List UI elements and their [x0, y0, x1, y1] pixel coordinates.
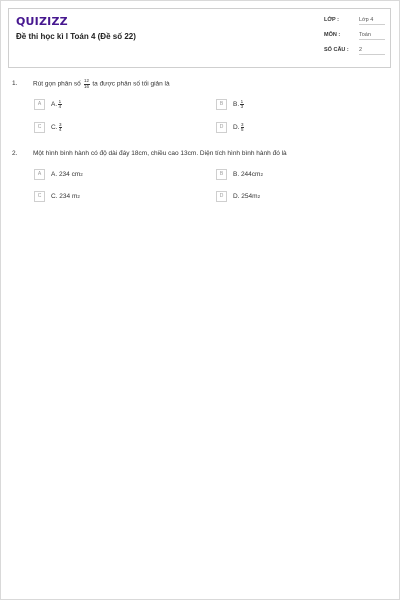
answer-option-d[interactable]: D D. 254m 2 — [216, 191, 260, 202]
fraction-denominator: 4 — [58, 104, 62, 109]
option-text: A. 234 cm — [51, 171, 81, 178]
answer-option-a[interactable] — [34, 99, 63, 110]
fraction-numerator: 1 — [58, 98, 62, 104]
option-letter-box: B — [216, 99, 227, 110]
option-fraction — [240, 100, 244, 110]
question-text: Một hình bình hành có độ dài đáy 18cm, chiều cao 13cm. Diện tích hình bình hành đó là — [33, 150, 287, 157]
fraction-numerator: 12 — [84, 78, 90, 83]
question-number: 1. — [12, 80, 18, 87]
option-letter-box: A — [34, 169, 45, 180]
fraction-denominator: 3 — [240, 104, 244, 109]
question-text-after: ta được phân số tối giản là — [92, 80, 170, 88]
fraction-numerator: 3 — [59, 121, 62, 127]
fraction-denominator: 5 — [241, 127, 244, 132]
fraction-denominator: 4 — [59, 127, 62, 132]
option-letter-box: B — [216, 169, 227, 180]
option-prefix: A. — [51, 101, 58, 108]
quiz-title: Đề thi học kì I Toán 4 (Đề số 22) — [16, 32, 136, 41]
option-letter-box: D — [216, 122, 227, 133]
fraction-numerator: 1 — [240, 98, 244, 104]
answer-option-c[interactable] — [34, 122, 63, 133]
answer-option-a[interactable]: A A. 234 cm 2 — [34, 169, 83, 180]
option-fraction — [58, 100, 62, 110]
question-fraction — [84, 79, 90, 89]
option-letter-box: A — [34, 99, 45, 110]
option-letter-box: C — [34, 191, 45, 202]
answer-option-b[interactable] — [216, 99, 245, 110]
option-fraction — [59, 123, 63, 133]
meta-value-question-count: 2 — [359, 47, 385, 55]
option-fraction — [241, 123, 245, 133]
option-text: C. 234 m — [51, 193, 78, 200]
question-number: 2. — [12, 150, 18, 157]
option-prefix: B. — [233, 101, 240, 108]
meta-value-class: Lớp 4 — [359, 17, 385, 25]
question-text-before: Rút gọn phân số — [33, 80, 81, 88]
answer-option-b[interactable]: B B. 244cm 2 — [216, 169, 263, 180]
option-letter-box: C — [34, 122, 45, 133]
option-text: D. 254m — [233, 193, 258, 200]
meta-label-subject: MÔN : — [324, 32, 341, 38]
question-text — [33, 79, 170, 89]
answer-option-d[interactable] — [216, 122, 245, 133]
quizizz-logo: QUIZIZZ — [16, 15, 68, 28]
answer-option-c[interactable]: C C. 234 m 2 — [34, 191, 80, 202]
fraction-numerator: 3 — [241, 121, 244, 127]
option-text: B. 244cm — [233, 171, 261, 178]
meta-label-question-count: SỐ CÂU : — [324, 47, 349, 53]
option-prefix: D. — [233, 124, 240, 131]
option-letter-box: D — [216, 191, 227, 202]
meta-label-class: LỚP : — [324, 17, 339, 23]
meta-value-subject: Toán — [359, 32, 385, 40]
fraction-denominator: 16 — [84, 83, 90, 89]
option-prefix: C. — [51, 124, 58, 131]
